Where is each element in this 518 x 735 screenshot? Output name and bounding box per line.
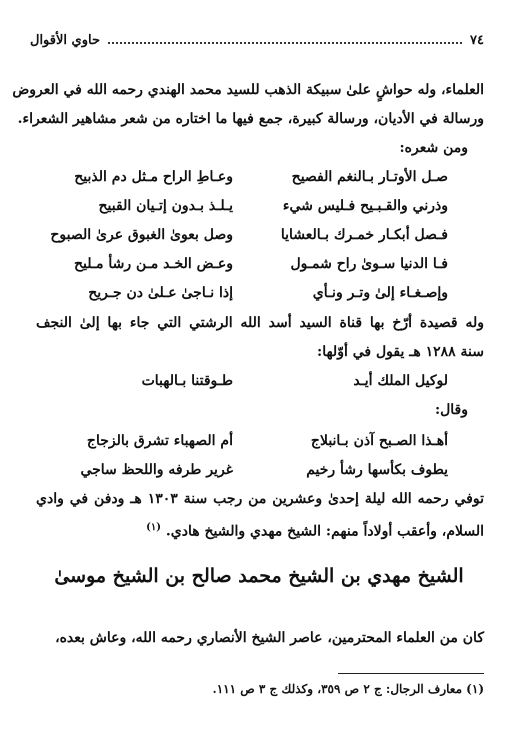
- running-title: حاوي الأقوال: [30, 32, 100, 48]
- paragraph-line: توفي رحمه الله ليلة إحدىٰ وعشرين من رجب سنة ١٣٠٣ هـ ودفن في وادي: [36, 491, 485, 507]
- section-heading: الشيخ مهدي بن الشيخ محمد صالح بن الشيخ موسىٰ: [54, 565, 464, 587]
- footnote-marker: (١): [146, 522, 162, 533]
- verse-first-hemistich: لوكيل الملك أيـد: [353, 373, 448, 389]
- poem-intro: ومن شعره:: [399, 140, 468, 156]
- paragraph-line: العلماء، وله حواشٍ علىٰ سبيكة الذهب للسيد محمد الهندي رحمه الله في العروض: [12, 82, 484, 98]
- qala-label: وقال:: [434, 402, 468, 418]
- page-number: ٧٤: [470, 32, 484, 48]
- paragraph-text: السلام، وأعقب أولاداً منهم: الشيخ مهدي والشيخ هادي.: [165, 523, 484, 540]
- verse-second-hemistich: طـوقتنا بـالهبات: [141, 373, 233, 389]
- verse-second-hemistich: وعـض الخـد مـن رشأ مـليح: [73, 256, 233, 272]
- header-dotted-leader: [108, 42, 462, 44]
- section-intro: كان من العلماء المحترمين، عاصر الشيخ الأنصاري رحمه الله، وعاش بعده،: [55, 630, 484, 646]
- verse-second-hemistich: يـلـذ بـدون إتـيان القبيح: [98, 198, 233, 214]
- verse-first-hemistich: وإصـغـاء إلىٰ وتـر ونـأي: [312, 285, 448, 301]
- verse-first-hemistich: أهـذا الصـبح آذن بـانبلاج: [310, 433, 448, 449]
- paragraph-line: ورسالة في الأديان، ورسالة كبيرة، جمع فيها ما اختاره من شعر مشاهير الشعراء.: [17, 111, 484, 127]
- verse-first-hemistich: يطوف بكأسها رشأ رخيم: [306, 462, 448, 478]
- verse-second-hemistich: أم الصهباء تشرق بالزجاج: [86, 433, 233, 449]
- verse-first-hemistich: وذرني والقـبـيح فـليس شيء: [282, 198, 448, 214]
- paragraph-line: وله قصيدة أرّخ بها قناة السيد أسد الله الرشتي التي جاء بها إلىٰ النجف: [36, 315, 484, 331]
- verse-second-hemistich: إذا نـاجىٰ عـلىٰ دن جـريح: [88, 285, 233, 301]
- footnote: (١) معارف الرجال: ج ٢ ص ٣٥٩، وكذلك ج ٣ ص ١١١.: [212, 682, 484, 696]
- paragraph-line: [36, 518, 484, 542]
- verse-first-hemistich: فـا الدنيا سـوىٰ راح شمـول: [290, 256, 448, 272]
- verse-second-hemistich: غرير طرفه واللحظ ساجي: [80, 462, 233, 478]
- paragraph-line: سنة ١٢٨٨ هـ يقول في أوّلها:: [317, 344, 484, 360]
- verse-second-hemistich: وصل بعوىٰ الغبوق عرىٰ الصبوح: [50, 227, 233, 243]
- page-header: [30, 30, 484, 50]
- verse-first-hemistich: فـصل أبكـار خمـرك بـالعشايا: [280, 227, 448, 243]
- verse-first-hemistich: صـل الأوتـار بـالنغم الفصيح: [291, 169, 448, 185]
- verse-second-hemistich: وعـاطِ الراح مـثل دم الذبيح: [74, 169, 233, 185]
- footnote-separator: [338, 673, 484, 674]
